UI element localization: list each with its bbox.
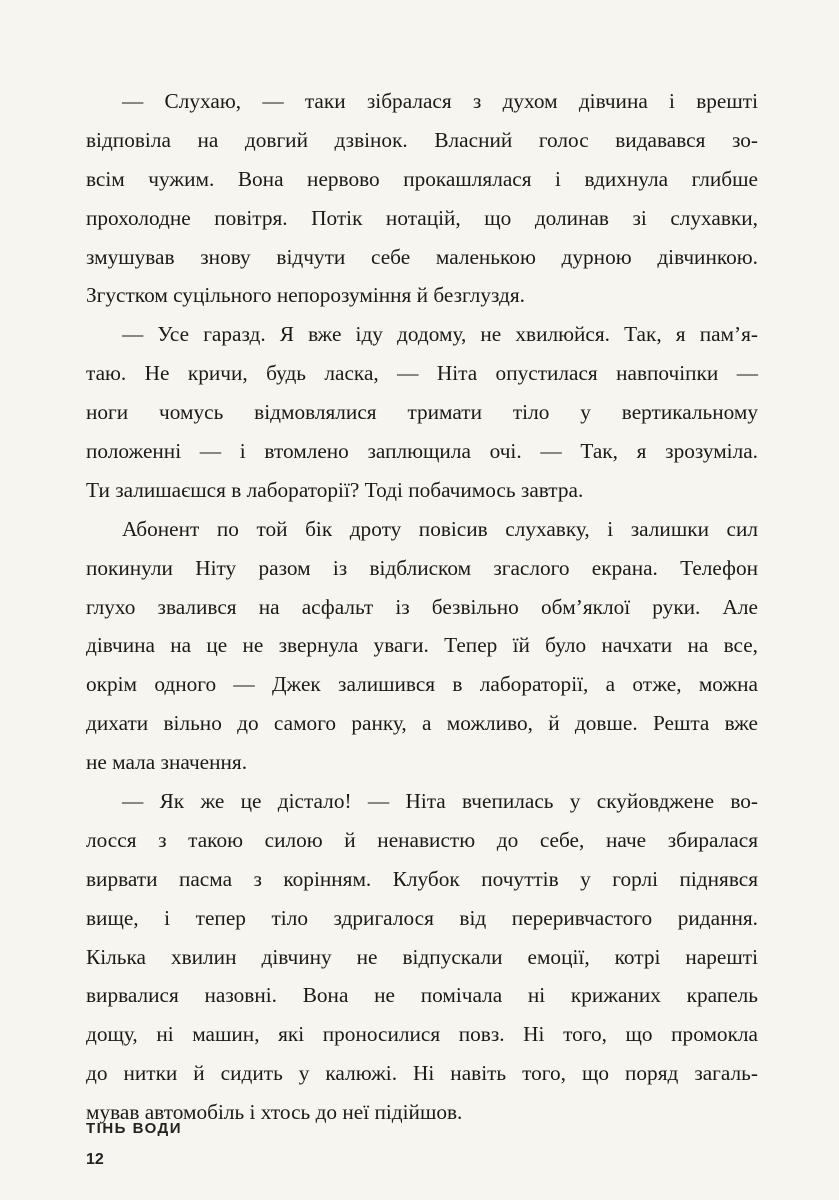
- text-line: всім чужим. Вона нервово прокашлялася і вдихнула глибше: [86, 166, 758, 191]
- text-line: лосся з такою силою й ненавистю до себе, наче збиралася: [86, 827, 758, 852]
- text-line: — Як же це дістало! — Ніта вчепилась у скуйовджене во-: [122, 789, 758, 814]
- text-line: відповіла на довгий дзвінок. Власний голос видавався зо-: [86, 127, 758, 152]
- text-line: — Усе гаразд. Я вже іду додому, не хвилюйся. Так, я пам’я-: [122, 322, 758, 347]
- text-line: ноги чомусь відмовлялися тримати тіло у вертикальному: [86, 400, 758, 425]
- page-number: 12: [86, 1151, 104, 1168]
- text-line: вирвалися назовні. Вона не помічала ні крижаних крапель: [86, 983, 758, 1008]
- text-line: дощу, ні машин, які проносилися повз. Ні того, що промокла: [86, 1022, 758, 1047]
- text-line: вирвати пасма з корінням. Клубок почуттів у горлі піднявся: [86, 866, 758, 891]
- text-line: дихати вільно до самого ранку, а можливо, й довше. Решта вже: [86, 711, 758, 736]
- text-line: покинули Ніту разом із відблиском згаслого екрана. Телефон: [86, 555, 758, 580]
- text-line: мував автомобіль і хтось до неї підійшов.: [86, 1100, 463, 1125]
- text-line: положенні — і втомлено заплющила очі. — Так, я зрозуміла.: [86, 439, 758, 464]
- text-line: глухо звалився на асфальт із безвільно обм’яклої руки. Але: [86, 594, 758, 619]
- text-line: вище, і тепер тіло здригалося від переривчастого ридання.: [86, 905, 758, 930]
- text-line: не мала значення.: [86, 750, 248, 775]
- running-title: ТІНЬ ВОДИ: [86, 1120, 183, 1137]
- text-line: таю. Не кричи, будь ласка, — Ніта опустилася навпочіпки —: [86, 361, 758, 386]
- text-line: Згустком суцільного непорозуміння й безглуздя.: [86, 283, 525, 308]
- text-line: Абонент по той бік дроту повісив слухавку, і залишки сил: [122, 516, 758, 541]
- text-line: окрім одного — Джек залишився в лабораторії, а отже, можна: [86, 672, 758, 697]
- text-line: — Слухаю, — таки зібралася з духом дівчина і врешті: [122, 89, 758, 113]
- text-line: Кілька хвилин дівчину не відпускали емоції, котрі нарешті: [86, 944, 758, 969]
- body-text: [86, 82, 758, 1132]
- text-line: прохолодне повітря. Потік нотацій, що долинав зі слухавки,: [86, 205, 758, 230]
- text-line: до нитки й сидить у калюжі. Ні навіть того, що поряд загаль-: [86, 1061, 758, 1086]
- text-line: дівчина на це не звернула уваги. Тепер їй було начхати на все,: [86, 633, 758, 658]
- text-line: змушував знову відчути себе маленькою дурною дівчинкою.: [86, 244, 758, 269]
- text-line: Ти залишаєшся в лабораторії? Тоді побачимось завтра.: [86, 477, 584, 502]
